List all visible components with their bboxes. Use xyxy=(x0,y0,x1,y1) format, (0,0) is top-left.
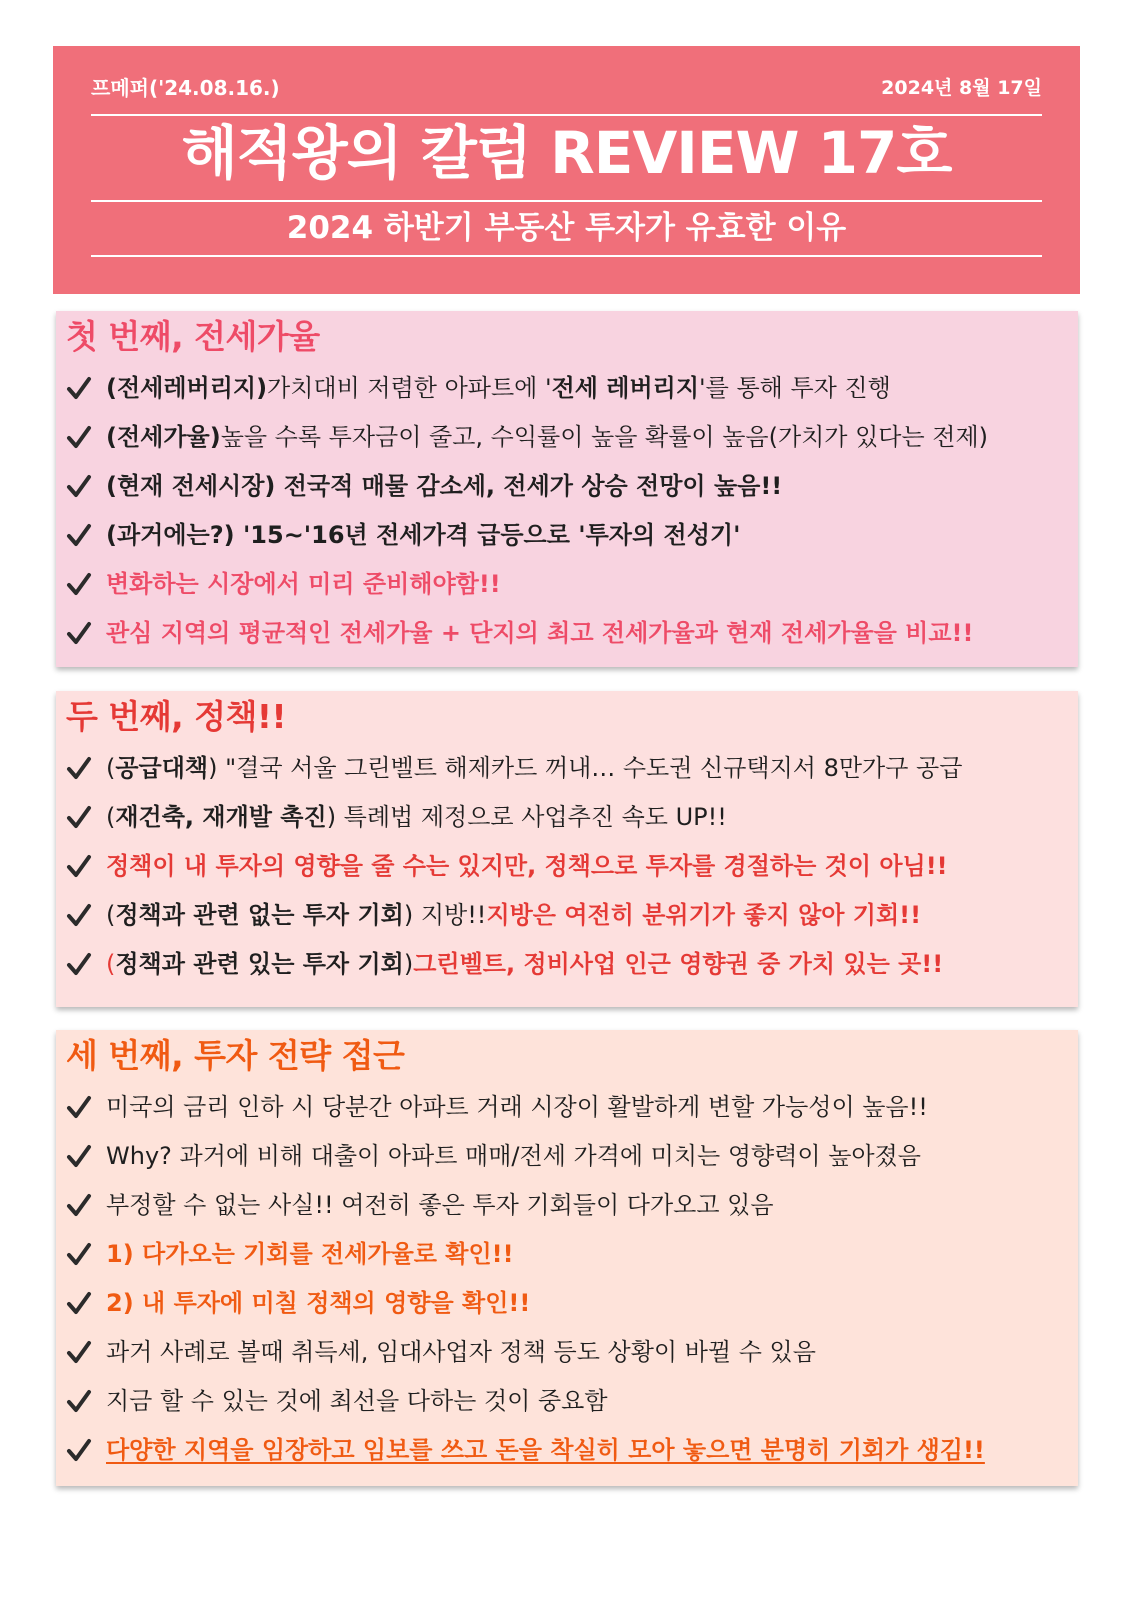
item-highlight: 그린벨트, 정비사업 인근 영향권 중 가치 있는 곳!! xyxy=(413,950,944,978)
page-subtitle: 2024 하반기 부동산 투자가 유효한 이유 xyxy=(286,210,847,246)
check-icon xyxy=(66,572,92,598)
list-item xyxy=(66,842,962,891)
item-bold: (전세가율) xyxy=(106,423,221,451)
check-icon xyxy=(66,1340,92,1366)
check-icon xyxy=(66,474,92,500)
list-item xyxy=(66,560,988,609)
check-icon xyxy=(66,805,92,831)
item-text: 지금 할 수 있는 것에 최선을 다하는 것이 중요함 xyxy=(106,1387,608,1415)
list-item xyxy=(66,793,962,842)
check-icon xyxy=(66,756,92,782)
item-highlight: 변화하는 시장에서 미리 준비해야함!! xyxy=(106,570,501,598)
item-text: 가치대비 저렴한 아파트에 ' xyxy=(267,374,552,402)
item-text: 과거 사례로 볼때 취득세, 임대사업자 정책 등도 상황이 바뀔 수 있음 xyxy=(106,1338,816,1366)
section-list xyxy=(66,1083,985,1475)
item-text: ( xyxy=(106,901,116,929)
check-icon xyxy=(66,854,92,880)
item-text: ) xyxy=(403,950,414,978)
check-icon xyxy=(66,1193,92,1219)
divider xyxy=(91,200,1042,202)
check-icon xyxy=(66,1389,92,1415)
item-text: ( xyxy=(106,950,116,978)
check-icon xyxy=(66,1095,92,1121)
item-highlight: 정책이 내 투자의 영향을 줄 수는 있지만, 정책으로 투자를 경절하는 것이 아님!! xyxy=(106,852,948,880)
item-highlight: 지방은 여전히 분위기가 좋지 않아 기회!! xyxy=(486,901,922,929)
check-icon xyxy=(66,621,92,647)
list-item xyxy=(66,462,988,511)
list-item xyxy=(66,1279,985,1328)
item-text: 높을 수록 투자금이 줄고, 수익률이 높을 확률이 높음(가치가 있다는 전제) xyxy=(220,423,989,451)
section-list xyxy=(66,744,962,989)
item-text: 미국의 금리 인하 시 당분간 아파트 거래 시장이 활발하게 변할 가능성이 높음!! xyxy=(106,1093,928,1121)
section-jeonse-ratio xyxy=(56,311,1078,667)
section-title: 첫 번째, 전세가율 xyxy=(66,317,320,356)
list-item xyxy=(66,1181,985,1230)
list-item xyxy=(66,609,988,658)
item-text: ( xyxy=(106,803,116,831)
list-item xyxy=(66,413,988,462)
item-highlight: 2) 내 투자에 미칠 정책의 영향을 확인!! xyxy=(106,1289,531,1317)
list-item xyxy=(66,1377,985,1426)
check-icon xyxy=(66,523,92,549)
item-text: '를 통해 투자 진행 xyxy=(699,374,891,402)
item-highlight: 관심 지역의 평균적인 전세가율 + 단지의 최고 전세가율과 현재 전세가율을 비교!! xyxy=(106,619,974,647)
divider xyxy=(91,114,1042,116)
header-banner xyxy=(53,46,1080,294)
check-icon xyxy=(66,376,92,402)
list-item xyxy=(66,744,962,793)
item-text: Why? 과거에 비해 대출이 아파트 매매/전세 가격에 미치는 영향력이 높아졌음 xyxy=(106,1142,921,1170)
item-text: ) "결국 서울 그린벨트 해제카드 꺼내… 수도권 신규택지서 8만가구 공급 xyxy=(208,754,963,782)
item-highlight: 다양한 지역을 임장하고 임보를 쓰고 돈을 착실히 모아 놓으면 분명히 기회가 생김!! xyxy=(106,1436,985,1464)
list-item xyxy=(66,1328,985,1377)
list-item xyxy=(66,891,962,940)
section-list xyxy=(66,364,988,658)
item-bold: 정책과 관련 있는 투자 기회 xyxy=(115,950,404,978)
divider xyxy=(91,255,1042,257)
section-policy xyxy=(56,691,1078,1007)
source-label: 프메퍼('24.08.16.) xyxy=(91,75,280,100)
header-meta xyxy=(91,70,1042,102)
item-bold: 정책과 관련 없는 투자 기회 xyxy=(115,901,404,929)
item-text: ) 지방!! xyxy=(403,901,487,929)
item-text: ( xyxy=(106,754,116,782)
section-investment-strategy xyxy=(56,1030,1078,1486)
list-item xyxy=(66,940,962,989)
list-item xyxy=(66,1230,985,1279)
item-bold: (전세레버리지) xyxy=(106,374,268,402)
list-item xyxy=(66,1132,985,1181)
item-text: ) 특례법 제정으로 사업추진 속도 UP!! xyxy=(326,803,727,831)
section-title: 두 번째, 정책!! xyxy=(66,697,287,736)
item-bold: 공급대책 xyxy=(115,754,209,782)
list-item xyxy=(66,1426,985,1475)
list-item xyxy=(66,364,988,413)
check-icon xyxy=(66,425,92,451)
check-icon xyxy=(66,1438,92,1464)
check-icon xyxy=(66,952,92,978)
check-icon xyxy=(66,1144,92,1170)
list-item xyxy=(66,1083,985,1132)
check-icon xyxy=(66,1242,92,1268)
section-title: 세 번째, 투자 전략 접근 xyxy=(66,1036,405,1075)
item-bold: 재건축, 재개발 촉진 xyxy=(115,803,327,831)
item-bold: (현재 전세시장) 전국적 매물 감소세, 전세가 상승 전망이 높음!! xyxy=(106,472,783,500)
item-bold: (과거에는?) '15~'16년 전세가격 급등으로 '투자의 전성기' xyxy=(106,521,741,549)
page-title: 해적왕의 칼럼 REVIEW 17호 xyxy=(181,119,952,187)
check-icon xyxy=(66,903,92,929)
list-item xyxy=(66,511,988,560)
check-icon xyxy=(66,1291,92,1317)
item-text: 부정할 수 없는 사실!! 여전히 좋은 투자 기회들이 다가오고 있음 xyxy=(106,1191,774,1219)
item-bold: 전세 레버리지 xyxy=(551,374,700,402)
item-highlight: 1) 다가오는 기회를 전세가율로 확인!! xyxy=(106,1240,514,1268)
date-label: 2024년 8월 17일 xyxy=(881,76,1042,99)
